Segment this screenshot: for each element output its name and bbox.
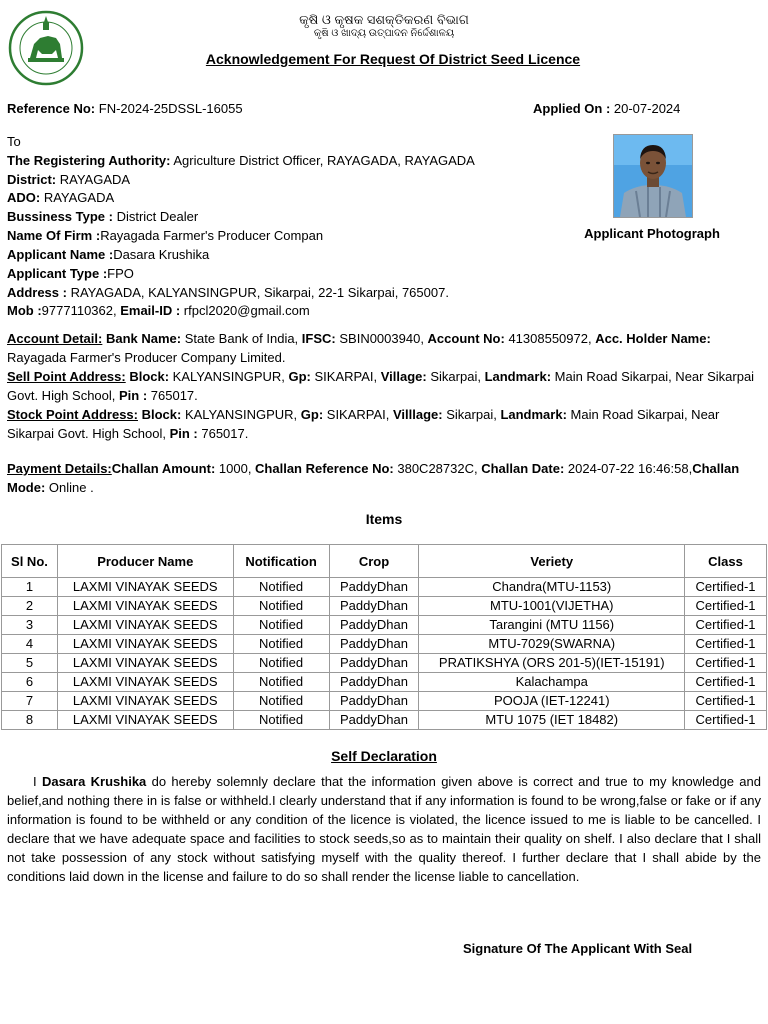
cell-sl-no: 8 bbox=[2, 711, 58, 730]
stock-point-heading: Stock Point Address: bbox=[7, 407, 138, 422]
cell-notification: Notified bbox=[233, 654, 329, 673]
challan-mode-label: Challan Mode: bbox=[7, 461, 740, 495]
contact-line bbox=[7, 302, 310, 320]
col-header-class: Class bbox=[685, 545, 767, 578]
stock-point-address bbox=[7, 405, 761, 443]
cell-producer: LAXMI VINAYAK SEEDS bbox=[57, 616, 233, 635]
authority-value: Agriculture District Officer, RAYAGADA, RAYAGADA bbox=[170, 153, 475, 168]
payment-heading: Payment Details: bbox=[7, 461, 112, 476]
district bbox=[7, 171, 130, 189]
cell-producer: LAXMI VINAYAK SEEDS bbox=[57, 711, 233, 730]
account-no-label: Account No: bbox=[427, 331, 505, 346]
cell-variety: PRATIKSHYA (ORS 201-5)(IET-15191) bbox=[419, 654, 685, 673]
firm-label: Name Of Firm : bbox=[7, 228, 101, 243]
cell-sl-no: 1 bbox=[2, 578, 58, 597]
col-header-sl-no: Sl No. bbox=[2, 545, 58, 578]
table-row bbox=[2, 711, 767, 730]
cell-class: Certified-1 bbox=[685, 711, 767, 730]
applicant-value: Dasara Krushika bbox=[113, 247, 210, 262]
sell-gp-value: SIKARPAI, bbox=[310, 369, 381, 384]
postal-address bbox=[7, 284, 449, 302]
signature-label: Signature Of The Applicant With Seal bbox=[463, 941, 693, 956]
challan-amount-label: Challan Amount: bbox=[111, 461, 216, 476]
table-row bbox=[2, 692, 767, 711]
sell-point-heading: Sell Point Address: bbox=[7, 369, 126, 384]
sell-landmark-label: Landmark: bbox=[484, 369, 552, 384]
directorate-name: କୃଷି ଓ ଖାଦ୍ୟ ଉତ୍ପାଦନ ନିର୍ଦ୍ଦେଶାଳୟ bbox=[313, 28, 455, 39]
cell-producer: LAXMI VINAYAK SEEDS bbox=[57, 578, 233, 597]
declaration-prefix: I bbox=[33, 774, 42, 789]
cell-variety: Tarangini (MTU 1156) bbox=[419, 616, 685, 635]
cell-notification: Notified bbox=[233, 578, 329, 597]
sell-gp-label: Gp: bbox=[288, 369, 311, 384]
authority-label: The Registering Authority: bbox=[7, 153, 171, 168]
stock-gp-label: Gp: bbox=[300, 407, 324, 422]
cell-variety: MTU-7029(SWARNA) bbox=[419, 635, 685, 654]
declaration-body: do hereby solemnly declare that the information given above is correct and true to my knowledge and belief,and nothing there in is false or withheld.I clearly understand that if any information is found to be wrong,false or fake or if any information is found to be withheld or any condition of the licence is violated, the licence issued to me is liable to be cancelled. I declare that we have adequate space and facilities to stock seeds,so as to maintain their quality on shelf. I also declare that I shall not take possession of any stock without satisfying myself with the quality thereof. I further declare that I shall abide by the conditions laid down in the license and failure to do so shall render the license liable to cancellation. bbox=[7, 774, 761, 884]
cell-variety: Kalachampa bbox=[419, 673, 685, 692]
challan-date-value: 2024-07-22 16:46:58, bbox=[564, 461, 693, 476]
self-declaration-text bbox=[7, 772, 761, 886]
account-detail bbox=[7, 329, 761, 367]
cell-crop: PaddyDhan bbox=[329, 692, 419, 711]
stock-block-label: Block: bbox=[137, 407, 182, 422]
sell-village-label: Village: bbox=[380, 369, 427, 384]
applied-value: 20-07-2024 bbox=[610, 101, 681, 116]
cell-class: Certified-1 bbox=[685, 616, 767, 635]
holder-label: Acc. Holder Name: bbox=[595, 331, 711, 346]
cell-notification: Notified bbox=[233, 597, 329, 616]
ado bbox=[7, 189, 114, 207]
applied-on bbox=[533, 101, 680, 116]
bank-value: State Bank of India, bbox=[181, 331, 302, 346]
col-header-variety: Veriety bbox=[419, 545, 685, 578]
declarant-name: Dasara Krushika bbox=[41, 774, 147, 789]
to-line bbox=[7, 133, 21, 151]
firm-value: Rayagada Farmer's Producer Compan bbox=[100, 228, 324, 243]
col-header-producer: Producer Name bbox=[57, 545, 233, 578]
cell-crop: PaddyDhan bbox=[329, 597, 419, 616]
items-heading: Items bbox=[365, 511, 403, 527]
stock-landmark-value: Main Road Sikarpai, Near Sikarpai Govt. High School, bbox=[7, 407, 720, 441]
photo-caption: Applicant Photograph bbox=[584, 226, 720, 241]
mobile-label: Mob : bbox=[7, 303, 42, 318]
cell-crop: PaddyDhan bbox=[329, 635, 419, 654]
cell-sl-no: 6 bbox=[2, 673, 58, 692]
holder-value: Rayagada Farmer's Producer Company Limited. bbox=[7, 350, 286, 365]
cell-producer: LAXMI VINAYAK SEEDS bbox=[57, 673, 233, 692]
cell-sl-no: 3 bbox=[2, 616, 58, 635]
cell-class: Certified-1 bbox=[685, 673, 767, 692]
cell-variety: MTU 1075 (IET 18482) bbox=[419, 711, 685, 730]
business-value: District Dealer bbox=[112, 209, 199, 224]
table-row bbox=[2, 578, 767, 597]
business-type bbox=[7, 208, 198, 226]
stock-pin-label: Pin : bbox=[169, 426, 198, 441]
cell-sl-no: 4 bbox=[2, 635, 58, 654]
ifsc-label: IFSC: bbox=[301, 331, 336, 346]
challan-ref-value: 380C28732C, bbox=[393, 461, 482, 476]
table-row bbox=[2, 597, 767, 616]
firm-name bbox=[7, 227, 323, 245]
stock-village-value: Sikarpai, bbox=[442, 407, 501, 422]
cell-notification: Notified bbox=[233, 635, 329, 654]
email-label: Email-ID : bbox=[120, 303, 181, 318]
cell-crop: PaddyDhan bbox=[329, 711, 419, 730]
bank-label: Bank Name: bbox=[102, 331, 182, 346]
sell-block-value: KALYANSINGPUR, bbox=[169, 369, 289, 384]
cell-sl-no: 7 bbox=[2, 692, 58, 711]
reference-number bbox=[7, 101, 243, 116]
document-title: Acknowledgement For Request Of District Seed Licence bbox=[205, 51, 581, 67]
cell-producer: LAXMI VINAYAK SEEDS bbox=[57, 654, 233, 673]
applicant-type bbox=[7, 265, 134, 283]
table-row bbox=[2, 654, 767, 673]
ifsc-value: SBIN0003940, bbox=[335, 331, 428, 346]
cell-class: Certified-1 bbox=[685, 692, 767, 711]
applicant-label: Applicant Name : bbox=[7, 247, 114, 262]
cell-variety: MTU-1001(VIJETHA) bbox=[419, 597, 685, 616]
email-value: rfpcl2020@gmail.com bbox=[180, 303, 310, 318]
address-label: Address : bbox=[7, 285, 67, 300]
challan-amount-value: 1000, bbox=[215, 461, 256, 476]
applicant-photo bbox=[613, 134, 693, 218]
mobile-value: 9777110362, bbox=[41, 303, 121, 318]
col-header-crop: Crop bbox=[329, 545, 419, 578]
cell-class: Certified-1 bbox=[685, 578, 767, 597]
reference-label: Reference No: bbox=[7, 101, 96, 116]
address-value: RAYAGADA, KALYANSINGPUR, Sikarpai, 22-1 Sikarpai, 765007. bbox=[66, 285, 449, 300]
department-name: କୃଷି ଓ କୃଷକ ସଶକ୍ତିକରଣ ବିଭାଗ bbox=[299, 12, 469, 27]
district-label: District: bbox=[7, 172, 57, 187]
challan-ref-label: Challan Reference No: bbox=[255, 461, 394, 476]
cell-variety: Chandra(MTU-1153) bbox=[419, 578, 685, 597]
cell-sl-no: 5 bbox=[2, 654, 58, 673]
reference-value: FN-2024-25DSSL-16055 bbox=[95, 101, 243, 116]
applied-label: Applied On : bbox=[533, 101, 611, 116]
cell-class: Certified-1 bbox=[685, 635, 767, 654]
stock-pin-value: 765017. bbox=[197, 426, 249, 441]
stock-block-value: KALYANSINGPUR, bbox=[181, 407, 301, 422]
type-value: FPO bbox=[107, 266, 134, 281]
sell-point-address bbox=[7, 367, 761, 405]
sell-block-label: Block: bbox=[125, 369, 170, 384]
ado-value: RAYAGADA bbox=[40, 190, 115, 205]
table-row bbox=[2, 616, 767, 635]
cell-variety: POOJA (IET-12241) bbox=[419, 692, 685, 711]
cell-crop: PaddyDhan bbox=[329, 578, 419, 597]
registering-authority bbox=[7, 152, 475, 170]
sell-landmark-value: Main Road Sikarpai, Near Sikarpai Govt. High School, bbox=[7, 369, 755, 403]
cell-producer: LAXMI VINAYAK SEEDS bbox=[57, 635, 233, 654]
payment-details bbox=[7, 459, 761, 497]
cell-class: Certified-1 bbox=[685, 597, 767, 616]
sell-pin-label: Pin : bbox=[119, 388, 148, 403]
table-row bbox=[2, 673, 767, 692]
items-table bbox=[1, 544, 767, 730]
cell-crop: PaddyDhan bbox=[329, 673, 419, 692]
cell-notification: Notified bbox=[233, 711, 329, 730]
col-header-notification: Notification bbox=[233, 545, 329, 578]
cell-class: Certified-1 bbox=[685, 654, 767, 673]
cell-notification: Notified bbox=[233, 616, 329, 635]
cell-sl-no: 2 bbox=[2, 597, 58, 616]
cell-producer: LAXMI VINAYAK SEEDS bbox=[57, 692, 233, 711]
cell-crop: PaddyDhan bbox=[329, 654, 419, 673]
type-label: Applicant Type : bbox=[7, 266, 108, 281]
table-row bbox=[2, 635, 767, 654]
sell-pin-value: 765017. bbox=[147, 388, 198, 403]
cell-crop: PaddyDhan bbox=[329, 616, 419, 635]
stock-gp-value: SIKARPAI, bbox=[323, 407, 393, 422]
account-heading: Account Detail: bbox=[7, 331, 103, 346]
stock-village-label: Villlage: bbox=[393, 407, 443, 422]
challan-mode-value: Online . bbox=[45, 480, 94, 495]
cell-producer: LAXMI VINAYAK SEEDS bbox=[57, 597, 233, 616]
applicant-name bbox=[7, 246, 209, 264]
table-header-row bbox=[2, 545, 767, 578]
cell-notification: Notified bbox=[233, 692, 329, 711]
stock-landmark-label: Landmark: bbox=[500, 407, 567, 422]
self-declaration-heading: Self Declaration bbox=[331, 748, 437, 764]
district-value: RAYAGADA bbox=[56, 172, 131, 187]
cell-notification: Notified bbox=[233, 673, 329, 692]
challan-date-label: Challan Date: bbox=[481, 461, 565, 476]
account-no-value: 41308550972, bbox=[504, 331, 596, 346]
to-text: To bbox=[7, 134, 21, 149]
sell-village-value: Sikarpai, bbox=[426, 369, 485, 384]
business-label: Bussiness Type : bbox=[7, 209, 113, 224]
ado-label: ADO: bbox=[7, 190, 41, 205]
